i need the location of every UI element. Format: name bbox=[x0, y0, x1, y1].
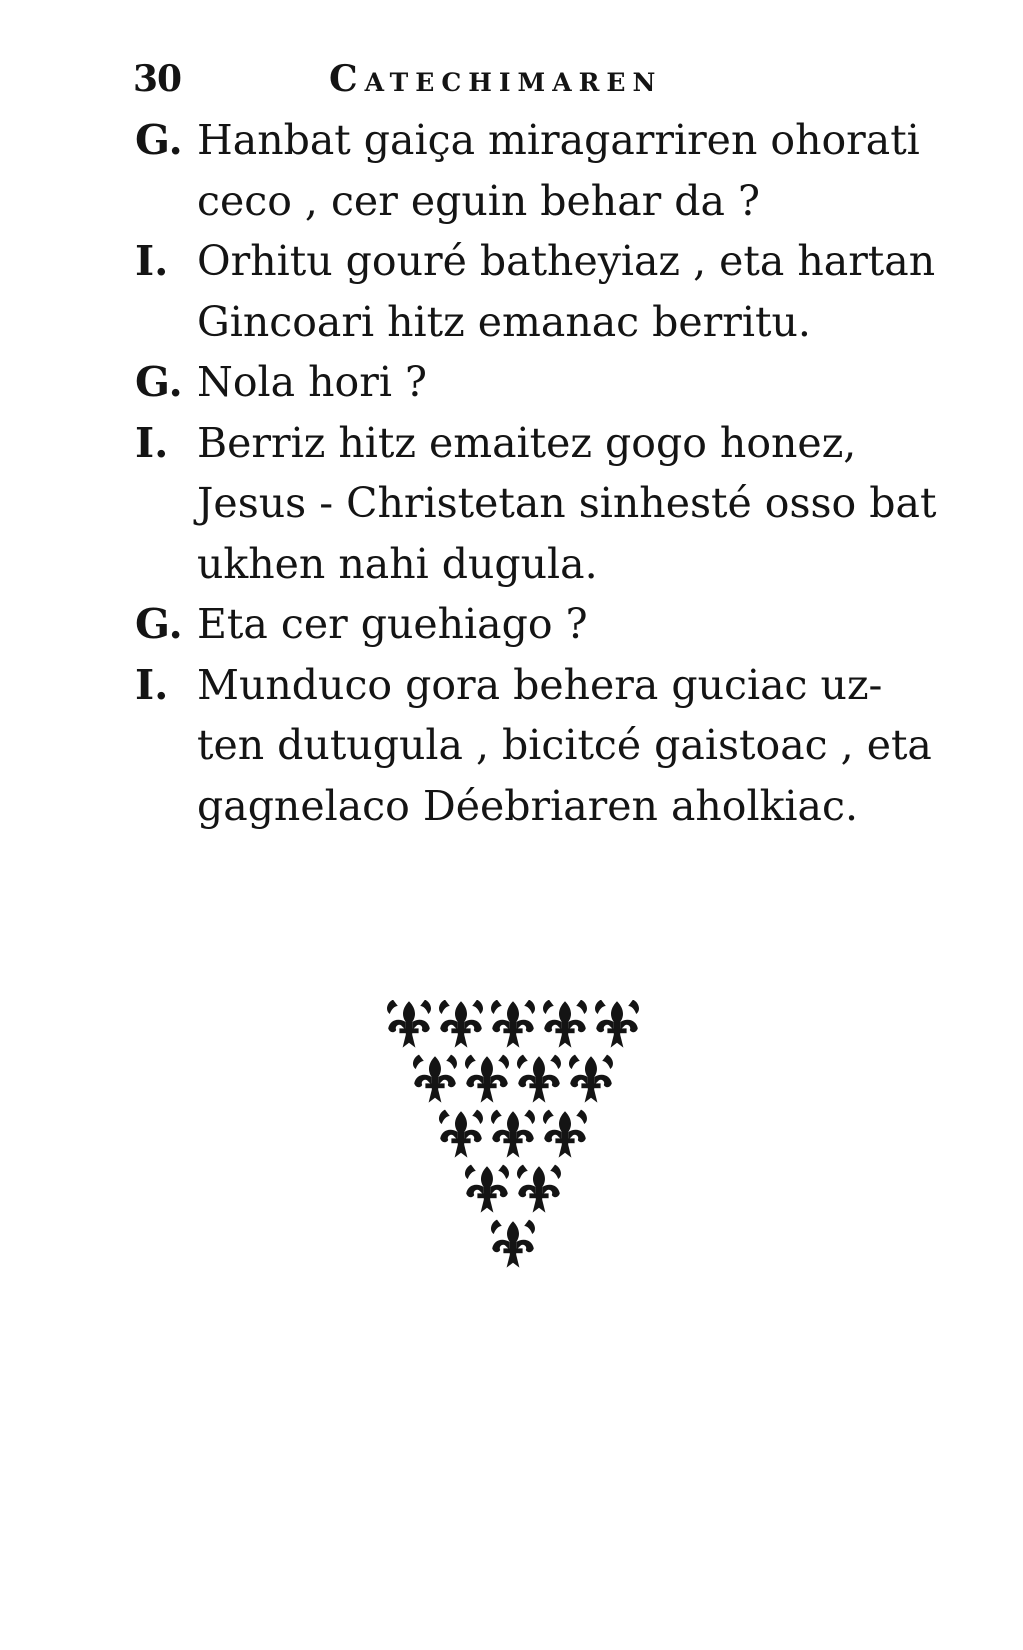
entry-text bbox=[197, 413, 937, 595]
text-line: Eta cer guehiago ? bbox=[197, 600, 588, 648]
fleur-de-lis-icon bbox=[465, 1055, 509, 1103]
fleur-de-lis-icon bbox=[439, 1000, 483, 1048]
fleur-de-lis-icon bbox=[517, 1055, 561, 1103]
text-line: Nola hori ? bbox=[197, 358, 427, 406]
fleur-de-lis-icon bbox=[465, 1165, 509, 1213]
fleur-de-lis-icon bbox=[517, 1165, 561, 1213]
fleur-de-lis-icon bbox=[491, 1000, 535, 1048]
text-line: Gincoari hitz emanac berritu. bbox=[197, 297, 811, 346]
running-title: Catechimaren bbox=[329, 58, 663, 100]
text-line: Hanbat gaiça miragarriren ohorati bbox=[197, 116, 920, 164]
text-line: Berriz hitz emaitez gogo honez, bbox=[197, 418, 857, 467]
entry-text bbox=[197, 231, 936, 352]
dialogue-entry bbox=[135, 110, 920, 231]
text-line: Jesus - Christetan sinhesté osso bat bbox=[197, 479, 937, 527]
speaker-label: G. bbox=[135, 600, 183, 648]
text-line: Orhitu gouré batheyiaz , eta hartan bbox=[197, 237, 936, 285]
entry-text bbox=[197, 594, 915, 655]
speaker-label: G. bbox=[135, 116, 183, 164]
fleur-de-lis-icon bbox=[491, 1110, 535, 1158]
dialogue-entry bbox=[135, 594, 915, 655]
text-line: ten dutugula , bicitcé gaistoac , eta bbox=[197, 721, 932, 769]
speaker-label: G. bbox=[135, 358, 183, 406]
speaker-label: I. bbox=[135, 660, 169, 709]
fleur-de-lis-icon bbox=[569, 1055, 613, 1103]
fleur-de-lis-triangle-icon bbox=[378, 1000, 678, 1300]
entry-text bbox=[197, 352, 915, 413]
fleur-de-lis-icon bbox=[595, 1000, 639, 1048]
text-line: gagnelaco Déebriaren aholkiac. bbox=[197, 781, 858, 830]
text-line: ceco , cer eguin behar da ? bbox=[197, 176, 760, 225]
fleur-de-lis-icon bbox=[543, 1110, 587, 1158]
fleur-de-lis-icon bbox=[491, 1220, 535, 1268]
dialogue-entry bbox=[135, 231, 936, 352]
speaker-label: I. bbox=[135, 237, 169, 285]
entry-text bbox=[197, 655, 932, 837]
entry-text bbox=[197, 110, 920, 231]
fleur-de-lis-icon bbox=[387, 1000, 431, 1048]
text-line: ukhen nahi dugula. bbox=[197, 539, 598, 588]
running-head bbox=[133, 58, 893, 108]
text-line: Munduco gora behera guciac uz- bbox=[197, 660, 883, 709]
speaker-label: I. bbox=[135, 418, 169, 467]
fleur-de-lis-icon bbox=[439, 1110, 483, 1158]
dialogue-entry bbox=[135, 655, 932, 837]
page-number: 30 bbox=[133, 58, 182, 100]
fleur-de-lis-icon bbox=[543, 1000, 587, 1048]
dialogue-entry bbox=[135, 352, 915, 413]
dialogue-entry bbox=[135, 413, 937, 595]
fleur-de-lis-icon bbox=[413, 1055, 457, 1103]
catechism-dialogue bbox=[135, 110, 937, 836]
